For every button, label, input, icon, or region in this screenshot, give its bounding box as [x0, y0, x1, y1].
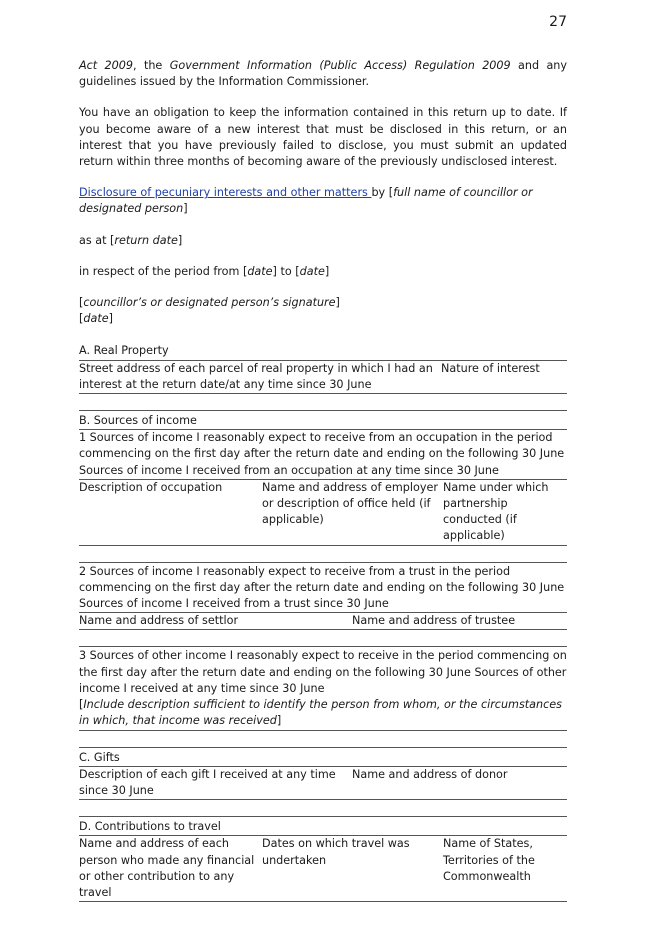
disclosure-link[interactable]: Disclosure of pecuniary interests and other matters: [79, 186, 372, 200]
section-d-title: D. Contributions to travel: [79, 820, 221, 834]
section-b1-col-partnership: Name under which partnership conducted (if applicable): [443, 480, 549, 543]
section-d-col-person: Name and address of each person who made any financial or other contribution to any travel: [79, 837, 255, 899]
section-b3-blank-row: [79, 731, 567, 748]
section-a-title: A. Real Property: [79, 344, 169, 358]
page-number: 27: [549, 14, 567, 30]
document-body: [79, 58, 567, 902]
section-b1-col-occupation: Description of occupation: [79, 480, 223, 494]
date-line: [date]: [79, 312, 113, 326]
period-line: in respect of the period from [date] to [date]: [79, 264, 330, 278]
section-b2-blank-row: [79, 630, 567, 647]
section-c-header-row: [79, 766, 567, 800]
disclosure-heading: Disclosure of pecuniary interests and other matters by [full name of councillor or designated person]: [79, 186, 533, 216]
as-at-line: as at [return date]: [79, 233, 183, 247]
section-b2-col-trustee: Name and address of trustee: [352, 614, 516, 628]
section-d-col-dates: Dates on which travel was undertaken: [262, 837, 410, 867]
section-c-blank-row: [79, 800, 567, 817]
section-b2-heading: 2 Sources of income I reasonably expect to receive from a trust in the period commencing on the first day after the return date and ending on the following 30 June Sources of income I received from a trust since 30 June: [79, 564, 565, 611]
section-c-col-gift: Description of each gift I received at any time since 30 June: [79, 767, 336, 797]
signature-line: [councillor’s or designated person’s signature]: [79, 296, 340, 310]
intro-paragraph-1: Act 2009, the Government Information (Public Access) Regulation 2009 and any guidelines issued by the Information Commissioner.: [79, 59, 568, 89]
section-a-blank-row: [79, 394, 567, 411]
section-c-title: C. Gifts: [79, 750, 120, 764]
section-a-col-address: Street address of each parcel of real property in which I had an interest at the return date/at any time since 30 June: [79, 361, 433, 391]
intro-paragraph-2: You have an obligation to keep the information contained in this return up to date. If you become aware of a new interest that must be disclosed in this return, or an interest that you have previously failed to disclose, you must submit an updated return within three months of becoming aware of the previously undisclosed interest.: [79, 106, 567, 169]
section-b2-col-settlor: Name and address of settlor: [79, 614, 239, 628]
section-b-title: B. Sources of income: [79, 414, 197, 428]
section-b1-col-employer: Name and address of employer or description of office held (if applicable): [262, 480, 438, 527]
section-b2-header-row: [79, 612, 567, 630]
section-d-col-places: Name of States, Territories of the Commonwealth: [443, 837, 535, 883]
section-d-header-row: [79, 835, 567, 902]
section-a-col-nature: Nature of interest: [441, 361, 540, 375]
section-a-header-row: [79, 360, 567, 394]
section-b1-heading: 1 Sources of income I reasonably expect to receive from an occupation in the period commencing on the first day after the return date and ending on the following 30 June Sources of income I received from an occupation at any time since 30 June: [79, 431, 565, 477]
section-b3-heading: 3 Sources of other income I reasonably expect to receive in the period commencing on the first day after the return date and ending on the following 30 June Sources of other income I received at any time since 30 June: [79, 649, 567, 695]
section-b3-note: [Include description sufficient to identify the person from whom, or the circumstances in which, that income was received]: [79, 698, 562, 728]
section-b1-header-row: [79, 479, 567, 546]
section-c-col-donor: Name and address of donor: [352, 767, 508, 781]
section-b1-blank-row: [79, 546, 567, 563]
